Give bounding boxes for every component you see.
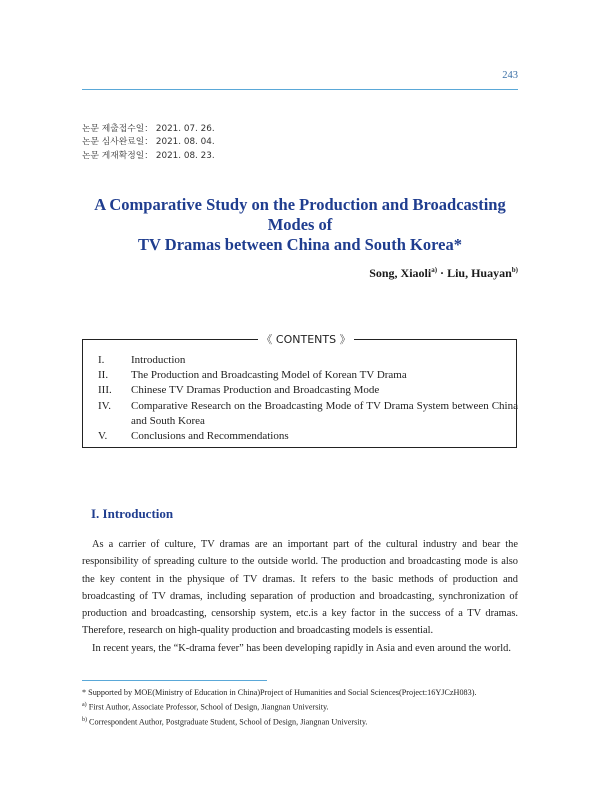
title-line-2: TV Dramas between China and South Korea*: [138, 235, 462, 254]
header-rule: [82, 89, 518, 90]
author-2-mark: b): [511, 266, 518, 274]
toc-number: III.: [98, 384, 112, 397]
toc-text: Introduction: [131, 354, 186, 366]
paragraph: In recent years, the “K-drama fever” has been developing rapidly in Asia and even around the world.: [92, 642, 511, 654]
date-value: 2021. 08. 23.: [155, 150, 215, 161]
date-label: 논문 게재확정일：: [82, 150, 154, 161]
footnote-text: * Supported by MOE(Ministry of Education in China)Project of Humanities and Social Sciences(Project:16YJCzH083).: [82, 688, 477, 697]
author-2: Liu, Huayan: [447, 266, 512, 280]
table-of-contents: [98, 353, 518, 444]
toc-number: I.: [98, 354, 105, 366]
paper-title: [82, 195, 518, 255]
date-submitted: [82, 123, 215, 136]
author-separator: ·: [437, 266, 448, 280]
toc-item: [98, 383, 518, 398]
toc-item: [98, 429, 518, 444]
toc-text: Chinese TV Dramas Production and Broadcasting Mode: [131, 384, 380, 397]
contents-heading: 《 CONTENTS 》: [258, 331, 354, 347]
toc-item: [98, 368, 518, 383]
date-accepted: [82, 150, 215, 163]
title-line-1: A Comparative Study on the Production and Broadcasting Modes of: [94, 195, 506, 234]
toc-text: Comparative Research on the Broadcasting Mode of TV Drama System between China and South Korea: [131, 399, 518, 427]
authors: [82, 266, 518, 281]
paragraph: As a carrier of culture, TV dramas are an important part of the cultural industry and bear the responsibility of spreading culture to the outside world. The production and broadcasting mode is also the key content in the physique of TV dramas. It refers to the basic methods of production and broadcasting of TV dramas, including separation of production and broadcasting, synchronization of production and broadcasting, censorship system, etc.is a key factor in the success of a TV dramas. Therefore, research on high-quality production and broadcasting models is essential.: [82, 539, 518, 637]
footnote: [82, 686, 518, 699]
body-text: [82, 536, 518, 657]
date-reviewed: [82, 136, 215, 149]
date-value: 2021. 07. 26.: [155, 124, 215, 134]
footnote-mark: a): [82, 702, 87, 708]
footnote-text: Correspondent Author, Postgraduate Student, School of Design, Jiangnan University.: [87, 717, 368, 727]
footnote-mark: b): [82, 716, 87, 723]
toc-item: [98, 399, 518, 429]
page-number: 243: [502, 70, 518, 81]
footnote-rule: [82, 680, 267, 681]
toc-text: The Production and Broadcasting Model of Korean TV Drama: [131, 369, 407, 382]
submission-dates: [82, 123, 215, 163]
toc-number: V.: [98, 430, 108, 443]
toc-number: II.: [98, 369, 109, 382]
toc-number: IV.: [98, 399, 111, 412]
toc-text: Conclusions and Recommendations: [131, 430, 289, 443]
footnote: [82, 714, 518, 729]
author-1-mark: a): [431, 266, 438, 274]
footnote: [82, 699, 518, 714]
section-heading: I. Introduction: [91, 506, 174, 521]
author-1: Song, Xiaoli: [369, 266, 432, 280]
toc-item: [98, 353, 518, 368]
date-label: 논문 제출접수일：: [82, 124, 154, 134]
footnote-text: First Author, Associate Professor, School of Design, Jiangnan University.: [86, 702, 329, 712]
date-value: 2021. 08. 04.: [155, 137, 215, 148]
footnotes: [82, 686, 518, 728]
date-label: 논문 심사완료일：: [82, 137, 154, 148]
